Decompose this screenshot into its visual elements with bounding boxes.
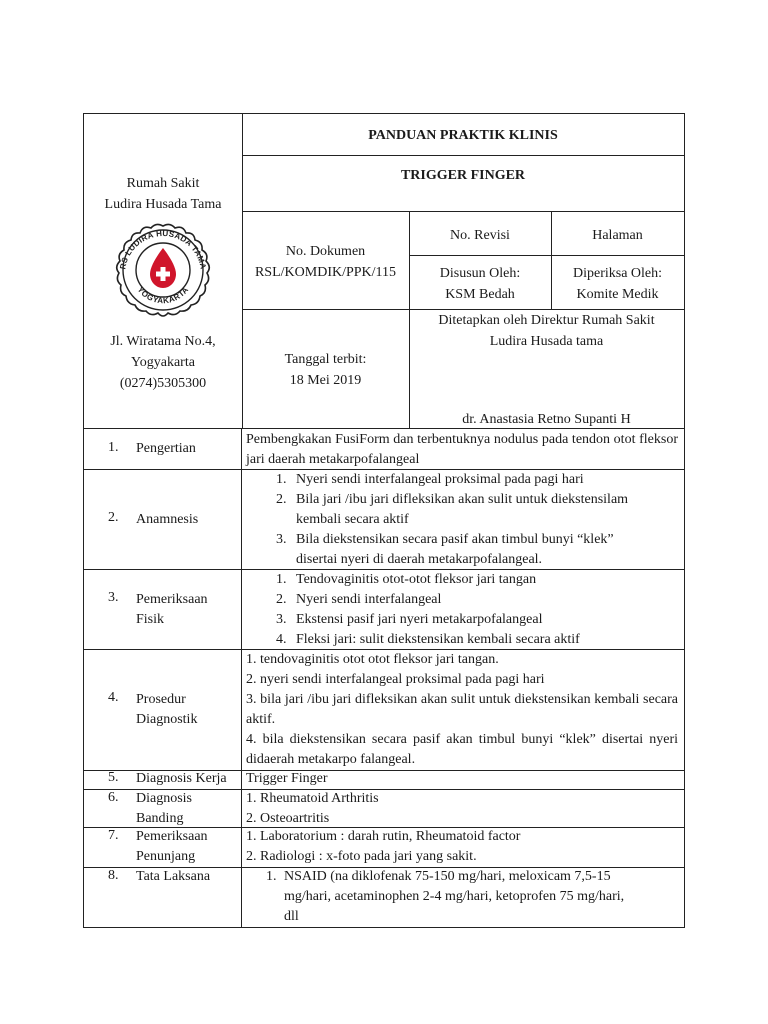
- table-row: [84, 770, 684, 789]
- address-line: Yogyakarta: [131, 355, 195, 370]
- supporting-exam-item: 1. Laboratorium : darah rutin, Rheumatoid factor: [246, 829, 521, 844]
- svg-text:YOGYAKARTA: YOGYAKARTA: [135, 285, 191, 306]
- list-item: [246, 590, 678, 610]
- table-row: [84, 469, 684, 569]
- row-content: [242, 769, 684, 789]
- row-label: Diagnosis Kerja: [136, 771, 227, 786]
- table-row: [84, 827, 684, 867]
- hospital-logo: [108, 220, 218, 320]
- page-label: Halaman: [592, 228, 643, 243]
- row-label-cell: [84, 790, 242, 827]
- table-row: [84, 867, 684, 927]
- list-item: [246, 630, 678, 650]
- director-name: dr. Anastasia Retno Supanti H: [462, 412, 631, 427]
- row-content: [242, 429, 684, 469]
- prepared-value: KSM Bedah: [445, 287, 515, 302]
- table-row: [84, 428, 684, 469]
- row-label-cell: [84, 470, 242, 569]
- hospital-name-line: Ludira Husada Tama: [104, 197, 222, 212]
- table-row: [84, 789, 684, 827]
- row-label: Pengertian: [136, 441, 196, 456]
- list-text: Bila diekstensikan secara pasif akan timbul bunyi “klek”: [296, 532, 614, 547]
- row-label-cell: [84, 429, 242, 469]
- divider: [242, 155, 684, 156]
- list-number: 1.: [266, 869, 277, 884]
- procedure-text: 3. bila jari /ibu jari difleksikan akan sulit untuk diekstensikan kembali secara aktif.: [246, 692, 678, 727]
- divider: [409, 255, 684, 256]
- divider: [242, 211, 684, 212]
- list-text: NSAID (na diklofenak 75-150 mg/hari, meloxicam 7,5-15: [284, 869, 611, 884]
- row-content: [242, 570, 684, 649]
- row-number: 6.: [108, 790, 119, 805]
- address-line: Jl. Wiratama No.4,: [110, 334, 216, 349]
- label-line: Diagnosis: [136, 791, 192, 806]
- row-label-cell: [84, 570, 242, 649]
- row-content: [242, 827, 684, 867]
- reviewed-value: Komite Medik: [576, 287, 659, 302]
- hospital-address: [84, 331, 242, 394]
- supporting-exam-item: 2. Radiologi : x-foto pada jari yang sakit.: [246, 849, 477, 864]
- row-number: 3.: [108, 590, 119, 605]
- label-line: Pemeriksaan: [136, 592, 208, 607]
- list-number: 2.: [276, 592, 287, 607]
- svg-text:RS LUDIRA HUSADA TAMA: RS LUDIRA HUSADA TAMA: [118, 228, 208, 271]
- row-label: [136, 789, 192, 829]
- document-number-value: RSL/KOMDIK/PPK/115: [254, 265, 397, 280]
- revision-label: No. Revisi: [450, 228, 510, 243]
- list-item: [246, 867, 678, 927]
- label-line: Diagnostik: [136, 712, 198, 727]
- hospital-name-line: Rumah Sakit: [126, 176, 200, 191]
- reviewed-label: Diperiksa Oleh:: [572, 266, 663, 281]
- definition-text: Pembengkakan FusiForm dan terbentuknya nodulus pada tendon otot fleksor jari daerah metakarpofalangeal: [246, 432, 678, 467]
- issue-date-label: Tanggal terbit:: [284, 352, 367, 367]
- list-item: [246, 530, 678, 570]
- list-text: Nyeri sendi interfalangeal proksimal pada pagi hari: [296, 472, 584, 487]
- list-item: [246, 610, 678, 630]
- row-label: Tata Laksana: [136, 869, 211, 884]
- list-text: mg/hari, acetaminophen 2-4 mg/hari, ketoprofen 75 mg/hari,: [284, 889, 625, 904]
- list-text: Ekstensi pasif jari nyeri metakarpofalangeal: [296, 612, 543, 627]
- list-text: dll: [284, 909, 299, 924]
- list-item: [246, 490, 678, 530]
- row-label-cell: [84, 771, 242, 789]
- row-label: [136, 590, 208, 630]
- approval-line: Ditetapkan oleh Direktur Rumah Sakit: [438, 313, 655, 328]
- list-number: 1.: [276, 472, 287, 487]
- issue-date: [242, 349, 409, 391]
- label-line: Fisik: [136, 612, 165, 627]
- list-text: Nyeri sendi interfalangeal: [296, 592, 442, 607]
- approval-line: Ludira Husada tama: [489, 334, 604, 349]
- label-line: Banding: [136, 811, 184, 826]
- row-number: 2.: [108, 510, 119, 525]
- row-label-cell: [84, 868, 242, 927]
- reviewed-by: [551, 263, 684, 305]
- row-content: [242, 470, 684, 569]
- phone-number: (0274)5305300: [119, 376, 207, 391]
- list-number: 4.: [276, 632, 287, 647]
- list-text: Fleksi jari: sulit diekstensikan kembali secara aktif: [296, 632, 580, 647]
- hospital-name: [84, 173, 242, 215]
- row-number: 7.: [108, 828, 119, 843]
- document-number: [242, 241, 409, 283]
- issue-date-value: 18 Mei 2019: [289, 373, 362, 388]
- table-row: [84, 569, 684, 649]
- list-number: 1.: [276, 572, 287, 587]
- row-number: 5.: [108, 770, 119, 785]
- diagnosis-text: Trigger Finger: [246, 771, 328, 786]
- prepared-label: Disusun Oleh:: [439, 266, 521, 281]
- document-title: TRIGGER FINGER: [400, 168, 526, 183]
- row-label: [136, 690, 197, 730]
- prepared-by: [409, 263, 551, 305]
- list-item: [246, 470, 678, 490]
- row-label: [136, 827, 208, 867]
- list-number: 3.: [276, 612, 287, 627]
- list-number: 2.: [276, 492, 287, 507]
- document-type: PANDUAN PRAKTIK KLINIS: [368, 128, 558, 143]
- row-label-cell: [84, 828, 242, 867]
- list-item: [246, 570, 678, 590]
- document-number-label: No. Dokumen: [285, 244, 366, 259]
- row-content: [242, 789, 684, 827]
- table-row: [84, 649, 684, 770]
- hospital-seal-icon: [108, 220, 218, 320]
- procedure-text: 1. tendovaginitis otot otot fleksor jari tangan.: [246, 652, 499, 667]
- list-number: 3.: [276, 532, 287, 547]
- list-text: kembali secara aktif: [296, 512, 409, 527]
- procedure-text: 2. nyeri sendi interfalangeal proksimal pada pagi hari: [246, 672, 545, 687]
- row-content: [242, 650, 684, 770]
- row-number: 1.: [108, 440, 119, 455]
- list-text: Bila jari /ibu jari difleksikan akan sulit untuk diekstensilam: [296, 492, 629, 507]
- approval-statement: [409, 310, 684, 352]
- label-line: Prosedur: [136, 692, 186, 707]
- differential-item: 1. Rheumatoid Arthritis: [246, 791, 379, 806]
- row-label: Anamnesis: [136, 512, 199, 527]
- label-line: Penunjang: [136, 849, 196, 864]
- label-line: Pemeriksaan: [136, 829, 208, 844]
- row-number: 4.: [108, 690, 119, 705]
- row-content: [242, 867, 684, 927]
- list-text: disertai nyeri di daerah metakarpofalangeal.: [296, 552, 543, 567]
- list-text: Tendovaginitis otot-otot fleksor jari tangan: [296, 572, 537, 587]
- content-table: [83, 428, 685, 928]
- procedure-text: 4. bila diekstensikan secara pasif akan timbul bunyi “klek” disertai nyeri didaerah metakarpo falangeal.: [246, 732, 678, 767]
- header-table: [83, 113, 685, 429]
- differential-item: 2. Osteoartritis: [246, 811, 330, 826]
- row-number: 8.: [108, 868, 119, 883]
- row-label-cell: [84, 650, 242, 770]
